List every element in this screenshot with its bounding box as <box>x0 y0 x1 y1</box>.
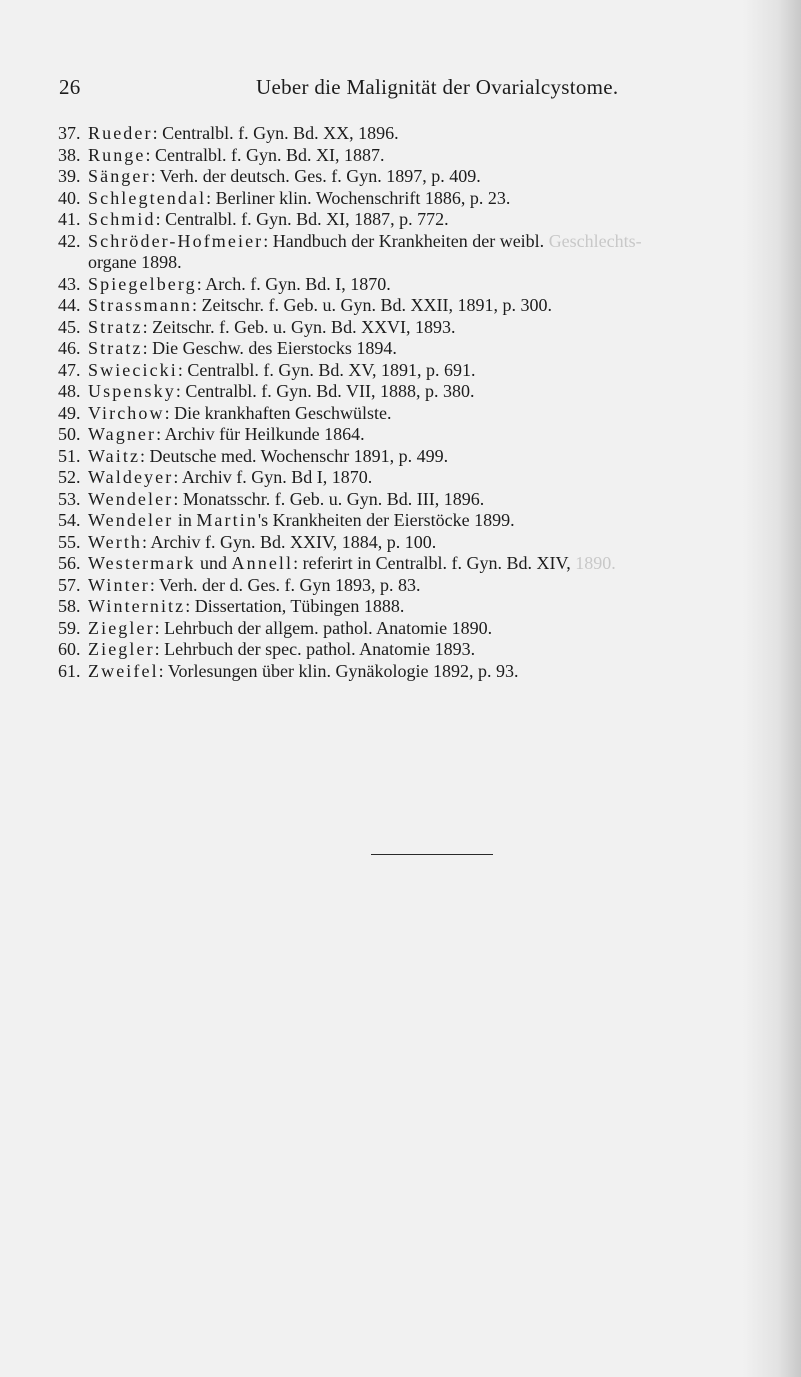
reference-item <box>60 532 780 554</box>
reference-item <box>60 381 780 403</box>
reference-text: : Die Geschw. des Eierstocks 1894. <box>142 338 397 358</box>
reference-number: 50. <box>58 424 81 444</box>
reference-number: 58. <box>58 596 81 616</box>
reference-author: Ziegler <box>88 617 155 638</box>
reference-text: : Arch. f. Gyn. Bd. I, 1870. <box>196 273 391 294</box>
reference-item <box>60 446 780 468</box>
reference-item <box>60 553 780 575</box>
reference-item <box>60 424 780 446</box>
reference-text: : Lehrbuch der spec. pathol. Anatomie 1893. <box>154 639 476 659</box>
reference-number: 52. <box>58 467 81 487</box>
reference-number: 38. <box>58 144 81 165</box>
reference-number: 37. <box>58 123 81 143</box>
reference-number: 55. <box>58 531 81 552</box>
reference-number: 49. <box>58 402 81 423</box>
reference-item <box>60 489 780 511</box>
reference-item <box>60 295 780 317</box>
reference-author: Schlegtendal <box>88 187 207 208</box>
reference-text: : Die krankhaften Geschwülste. <box>164 402 392 423</box>
reference-item <box>60 145 780 167</box>
reference-item <box>60 166 780 188</box>
reference-item <box>60 188 780 210</box>
reference-item <box>60 575 780 597</box>
page-number: 26 <box>59 75 81 99</box>
reference-text: : Archiv f. Gyn. Bd I, 1870. <box>173 467 373 487</box>
reference-author: Strassmann <box>88 295 192 315</box>
reference-author: Spiegelberg <box>88 273 197 294</box>
reference-author: Werth <box>88 531 143 552</box>
reference-number: 57. <box>58 574 81 595</box>
reference-author: Rueder <box>88 123 153 143</box>
reference-author: Stratz <box>88 338 143 358</box>
reference-number: 54. <box>58 510 81 530</box>
reference-item <box>60 510 780 532</box>
reference-number: 46. <box>58 338 81 358</box>
running-title: Ueber die Malignität der Ovarialcystome. <box>256 75 619 99</box>
reference-number: 40. <box>58 187 81 208</box>
reference-item <box>60 618 780 640</box>
reference-author: Winternitz <box>88 596 186 616</box>
reference-number: 56. <box>58 553 81 573</box>
reference-number: 51. <box>58 445 81 466</box>
reference-item <box>60 596 780 618</box>
reference-item <box>60 403 780 425</box>
reference-text: : Deutsche med. Wochenschr 1891, p. 499. <box>140 445 449 466</box>
reference-text: : Zeitschr. f. Geb. u. Gyn. Bd. XXVI, 1893. <box>142 316 456 337</box>
reference-number: 60. <box>58 639 81 659</box>
reference-number: 59. <box>58 617 81 638</box>
reference-text: : Handbuch der Krankheiten der weibl. <box>263 230 549 251</box>
end-rule <box>371 854 493 855</box>
reference-continuation: organe 1898. <box>88 252 182 272</box>
reference-author: Uspensky <box>88 381 176 401</box>
reference-faded-text: 1890. <box>575 553 616 573</box>
reference-author: Wendeler <box>88 510 174 530</box>
reference-author: Sänger <box>88 166 151 186</box>
reference-list <box>60 123 780 682</box>
reference-number: 61. <box>58 660 81 681</box>
reference-number: 53. <box>58 488 81 509</box>
reference-author: Winter <box>88 574 150 595</box>
reference-item <box>60 338 780 360</box>
reference-text: : Berliner klin. Wochenschrift 1886, p. 23. <box>206 187 511 208</box>
reference-author: Wendeler <box>88 488 174 509</box>
reference-number: 45. <box>58 316 81 337</box>
reference-item <box>60 467 780 489</box>
reference-text: : Archiv f. Gyn. Bd. XXIV, 1884, p. 100. <box>142 531 437 552</box>
reference-author: Schröder-Hofmeier <box>88 230 264 251</box>
reference-faded-text: Geschlechts- <box>548 230 642 251</box>
reference-number: 47. <box>58 359 81 380</box>
reference-text: : Zeitschr. f. Geb. u. Gyn. Bd. XXII, 1891, p. 300. <box>192 295 552 315</box>
reference-item <box>60 360 780 382</box>
reference-text: : Vorlesungen über klin. Gynäkologie 1892, p. 93. <box>158 660 519 681</box>
reference-number: 39. <box>58 166 81 186</box>
reference-item <box>60 231 780 274</box>
reference-text: : Lehrbuch der allgem. pathol. Anatomie 1890. <box>154 617 493 638</box>
reference-author: Stratz <box>88 316 143 337</box>
reference-author: Schmid <box>88 209 156 229</box>
reference-author: Swiecicki <box>88 359 178 380</box>
reference-author: Virchow <box>88 402 165 423</box>
reference-number: 41. <box>58 209 81 229</box>
reference-author: Ziegler <box>88 639 155 659</box>
reference-text: : Centralbl. f. Gyn. Bd. XI, 1887. <box>145 144 385 165</box>
reference-text: : Centralbl. f. Gyn. Bd. XI, 1887, p. 772. <box>155 209 449 229</box>
reference-text: : Centralbl. f. Gyn. Bd. VII, 1888, p. 380. <box>175 381 475 401</box>
reference-author: Zweifel <box>88 660 159 681</box>
reference-item <box>60 661 780 683</box>
reference-author: Waitz <box>88 445 141 466</box>
reference-item <box>60 274 780 296</box>
reference-text: : Dissertation, Tübingen 1888. <box>185 596 405 616</box>
reference-number: 48. <box>58 381 81 401</box>
reference-text: : Centralbl. f. Gyn. Bd. XV, 1891, p. 691. <box>177 359 476 380</box>
reference-item <box>60 639 780 661</box>
reference-item <box>60 209 780 231</box>
reference-text: in Martin's Krankheiten der Eierstöcke 1899. <box>173 510 515 530</box>
reference-author: Westermark <box>88 553 196 573</box>
reference-number: 44. <box>58 295 81 315</box>
reference-text: : Centralbl. f. Gyn. Bd. XX, 1896. <box>152 123 399 143</box>
reference-item <box>60 123 780 145</box>
reference-number: 43. <box>58 273 81 294</box>
reference-text: : Verh. der d. Ges. f. Gyn 1893, p. 83. <box>149 574 421 595</box>
reference-text: und Annell: referirt in Centralbl. f. Gyn. Bd. XIV, <box>195 553 576 573</box>
page-edge-shadow <box>743 0 801 1377</box>
reference-text: : Archiv für Heilkunde 1864. <box>156 424 365 444</box>
reference-text: : Monatsschr. f. Geb. u. Gyn. Bd. III, 1896. <box>173 488 485 509</box>
reference-author: Wagner <box>88 424 157 444</box>
reference-author: Waldeyer <box>88 467 174 487</box>
reference-author: Runge <box>88 144 146 165</box>
reference-text: : Verh. der deutsch. Ges. f. Gyn. 1897, p. 409. <box>150 166 481 186</box>
reference-item <box>60 317 780 339</box>
reference-number: 42. <box>58 230 81 251</box>
